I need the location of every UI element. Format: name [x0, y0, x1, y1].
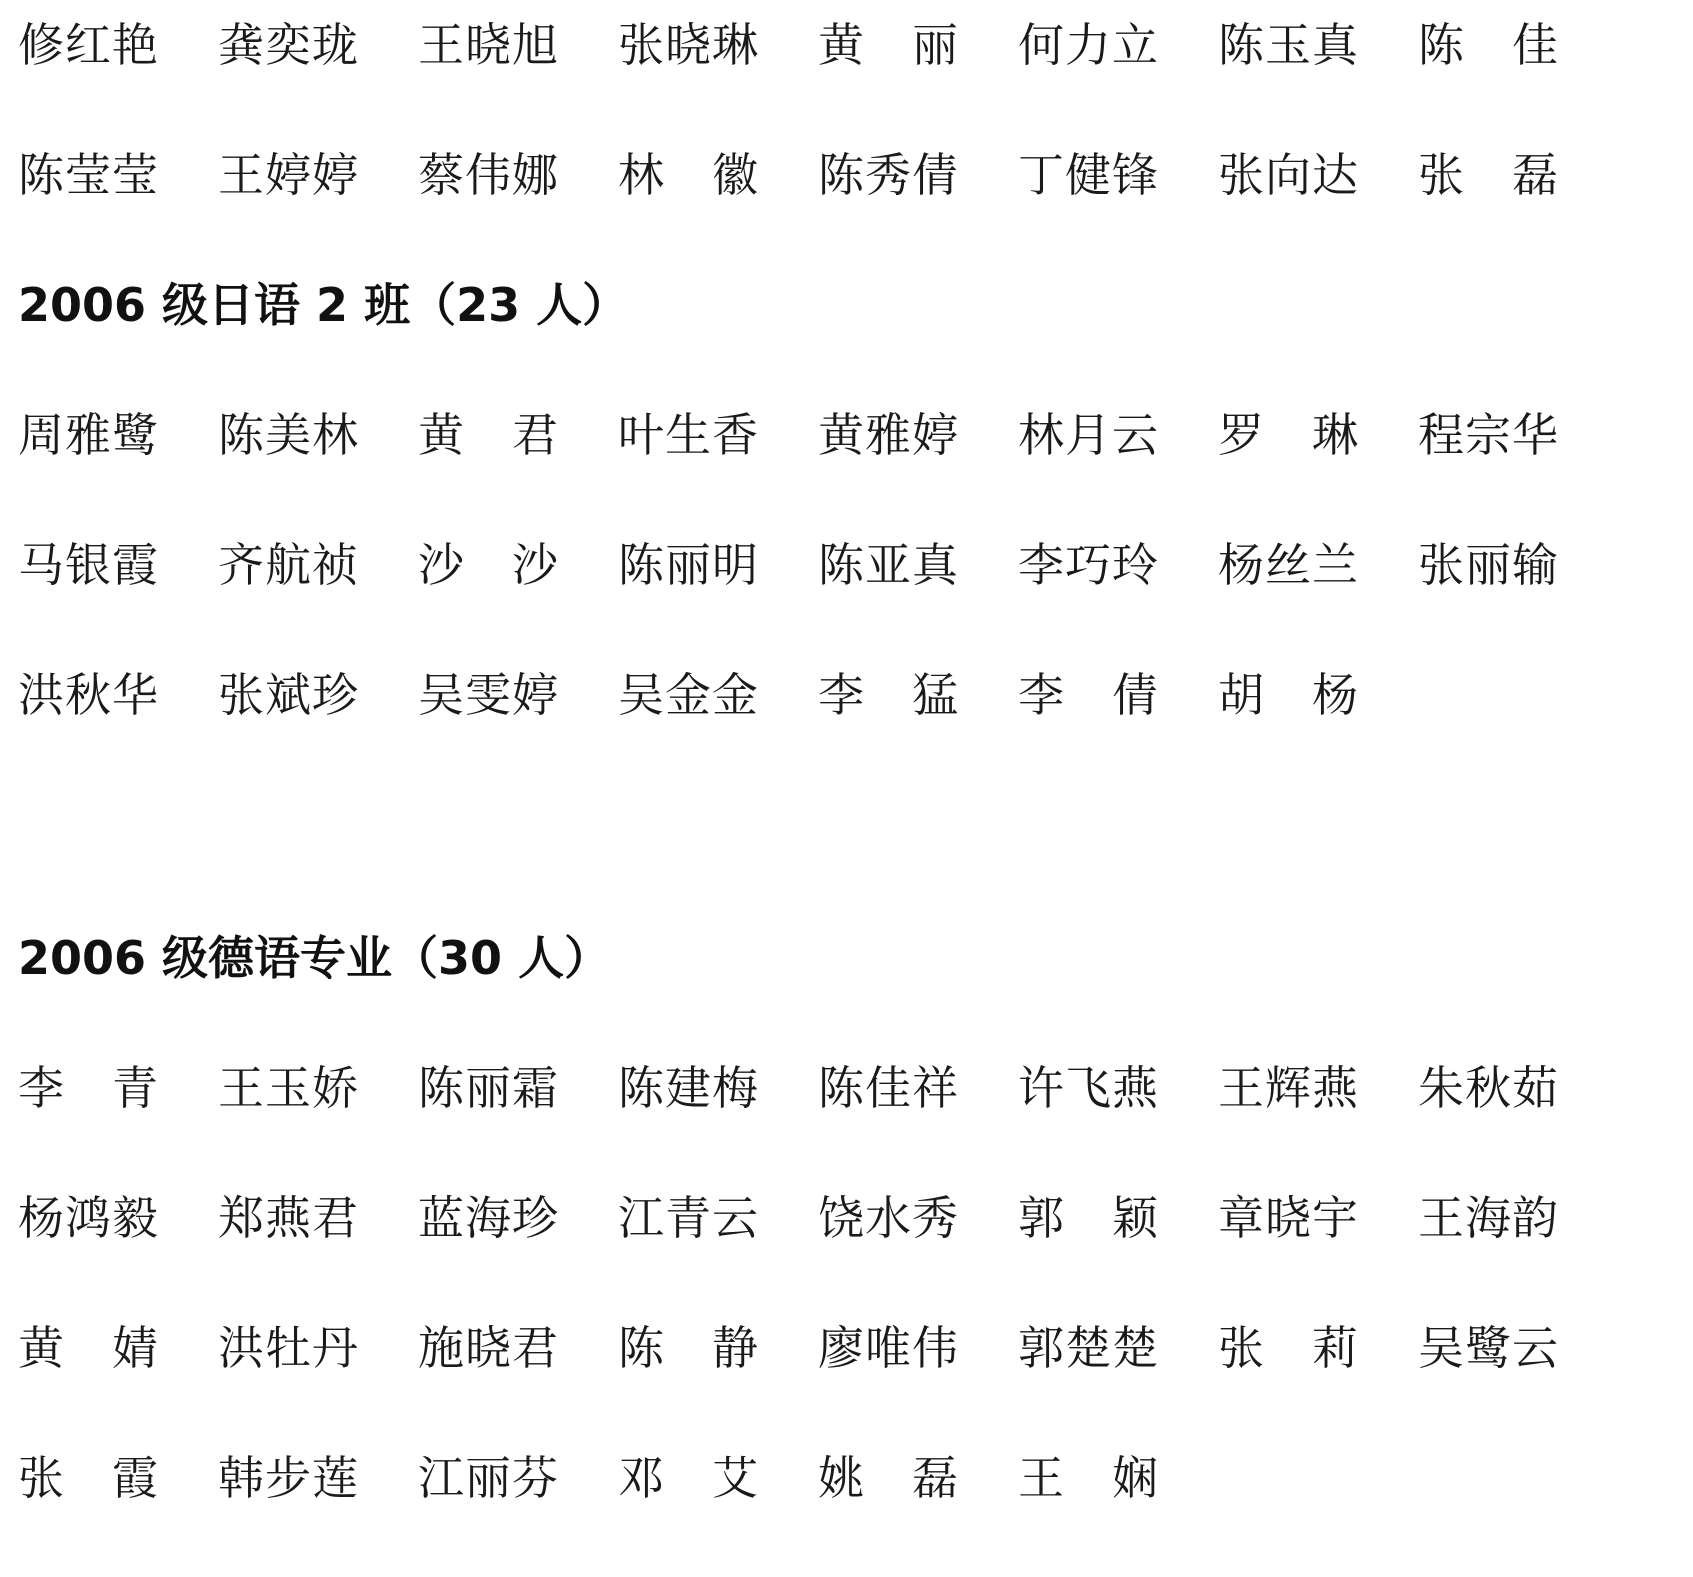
- name-row: [18, 370, 1658, 500]
- name-row: [18, 1023, 1658, 1153]
- student-name: 陈玉真: [1218, 18, 1359, 72]
- student-name: 王婷婷: [218, 148, 359, 202]
- student-name: 陈美林: [218, 408, 359, 462]
- student-name: 李巧玲: [1018, 538, 1159, 592]
- student-name: 修红艳: [18, 18, 159, 72]
- roster-section-german-major: [18, 893, 1658, 1543]
- student-name: 王玉娇: [218, 1061, 359, 1115]
- student-name: 程宗华: [1418, 408, 1559, 462]
- student-name: 王晓旭: [418, 18, 559, 72]
- student-name: 章晓宇: [1218, 1191, 1359, 1245]
- student-name: 施晓君: [418, 1321, 559, 1375]
- student-name: 郭楚楚: [1018, 1321, 1159, 1375]
- name-row: [18, 500, 1658, 630]
- student-name: 马银霞: [18, 538, 159, 592]
- student-name: 张斌珍: [218, 668, 359, 722]
- student-name: 陈丽霜: [418, 1061, 559, 1115]
- student-name: 黄 丽: [818, 18, 959, 72]
- name-row: [18, 110, 1658, 240]
- student-name: 吴金金: [618, 668, 759, 722]
- roster-section-japanese-class2: [18, 240, 1658, 760]
- student-name: 罗 琳: [1218, 408, 1359, 462]
- student-name: 张 霞: [18, 1451, 159, 1505]
- student-name: 黄 婧: [18, 1321, 159, 1375]
- student-name: 许飞燕: [1018, 1061, 1159, 1115]
- student-name: 李 猛: [818, 668, 959, 722]
- student-name: 吴雯婷: [418, 668, 559, 722]
- student-name: 陈 佳: [1418, 18, 1559, 72]
- student-name: 张 莉: [1218, 1321, 1359, 1375]
- student-name: 陈亚真: [818, 538, 959, 592]
- student-name: 林 徽: [618, 148, 759, 202]
- section-heading: 2006 级德语专业（30 人）: [18, 931, 611, 985]
- name-row: [18, 0, 1658, 110]
- section-heading: 2006 级日语 2 班（23 人）: [18, 278, 629, 332]
- student-name: 邓 艾: [618, 1451, 759, 1505]
- student-name: 陈秀倩: [818, 148, 959, 202]
- student-name: 沙 沙: [418, 538, 559, 592]
- student-name: 蓝海珍: [418, 1191, 559, 1245]
- student-name: 陈 静: [618, 1321, 759, 1375]
- student-name: 饶水秀: [818, 1191, 959, 1245]
- student-name: 朱秋茹: [1418, 1061, 1559, 1115]
- student-name: 郭 颖: [1018, 1191, 1159, 1245]
- student-name: 张晓琳: [618, 18, 759, 72]
- student-name: 齐航祯: [218, 538, 359, 592]
- student-name: 江丽芬: [418, 1451, 559, 1505]
- student-name: 周雅鹭: [18, 408, 159, 462]
- student-name: 黄雅婷: [818, 408, 959, 462]
- student-name: 张向达: [1218, 148, 1359, 202]
- student-name: 林月云: [1018, 408, 1159, 462]
- student-name: 黄 君: [418, 408, 559, 462]
- name-row: [18, 1283, 1658, 1413]
- student-name: 何力立: [1018, 18, 1159, 72]
- student-name: 王 娴: [1018, 1451, 1159, 1505]
- student-name: 姚 磊: [818, 1451, 959, 1505]
- student-name: 陈莹莹: [18, 148, 159, 202]
- student-name: 郑燕君: [218, 1191, 359, 1245]
- student-name: 王辉燕: [1218, 1061, 1359, 1115]
- student-name: 杨鸿毅: [18, 1191, 159, 1245]
- student-name: 吴鹭云: [1418, 1321, 1559, 1375]
- student-name: 陈建梅: [618, 1061, 759, 1115]
- student-name: 陈佳祥: [818, 1061, 959, 1115]
- student-name: 叶生香: [618, 408, 759, 462]
- name-row: [18, 1153, 1658, 1283]
- student-name: 韩步莲: [218, 1451, 359, 1505]
- student-name: 陈丽明: [618, 538, 759, 592]
- student-name: 洪秋华: [18, 668, 159, 722]
- student-name: 蔡伟娜: [418, 148, 559, 202]
- student-name: 张丽输: [1418, 538, 1559, 592]
- student-name: 张 磊: [1418, 148, 1559, 202]
- student-name: 龚奕珑: [218, 18, 359, 72]
- student-name: 杨丝兰: [1218, 538, 1359, 592]
- student-name: 王海韵: [1418, 1191, 1559, 1245]
- student-name: 李 倩: [1018, 668, 1159, 722]
- student-name: 江青云: [618, 1191, 759, 1245]
- student-name: 李 青: [18, 1061, 159, 1115]
- student-name: 丁健锋: [1018, 148, 1159, 202]
- roster-section-continued: [18, 0, 1658, 240]
- name-row: [18, 630, 1658, 760]
- student-name: 洪牡丹: [218, 1321, 359, 1375]
- student-name: 廖唯伟: [818, 1321, 959, 1375]
- student-name: 胡 杨: [1218, 668, 1359, 722]
- name-row: [18, 1413, 1658, 1543]
